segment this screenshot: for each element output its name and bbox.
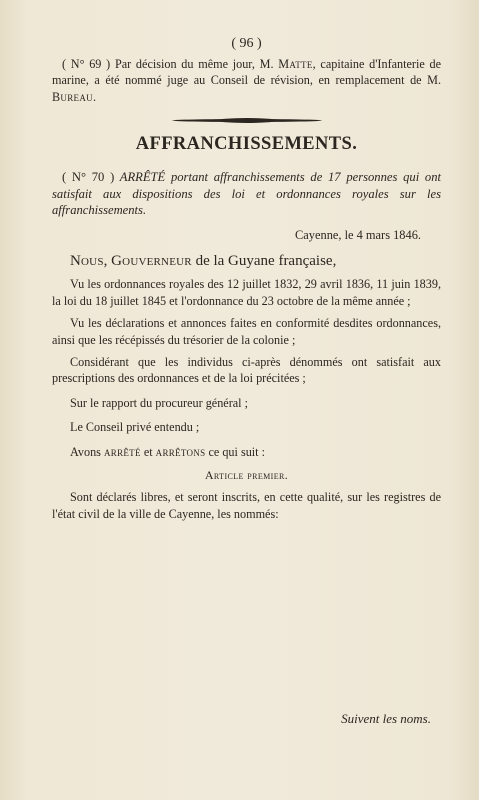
avons-line: [52, 444, 441, 460]
decision-text-middle: , capitaine d'Infanterie de marine, a été nommé juge au Conseil de révision, en remplacement de M.: [52, 57, 442, 88]
considerant-1: Vu les ordonnances royales des 12 juillet 1832, 29 avril 1836, 11 juin 1839, la loi du 18 juillet 1845 et l'ordonnance du 23 octobre de la même année ;: [52, 277, 441, 308]
governor-title: Gouverneur: [111, 253, 192, 270]
decision-name-matte: Matte: [278, 57, 313, 71]
governor-nous: Nous: [70, 253, 104, 270]
considerant-5: Le Conseil privé entendu ;: [70, 420, 200, 435]
arrete-title-paragraph: [52, 169, 441, 218]
avons-arretons: arrêtons: [155, 444, 206, 459]
arrete-ref: ( N° 70 ): [62, 170, 115, 185]
avons-end: ce qui suit :: [205, 444, 265, 459]
governor-line: Nous, Gouverneur de la Guyane française,: [70, 253, 337, 270]
decision-paragraph: [52, 56, 441, 105]
page-content: [52, 36, 441, 522]
decision-text-end: .: [92, 89, 96, 104]
page-number: ( 96 ): [231, 36, 262, 51]
governor-rest: de la Guyane française,: [191, 253, 337, 270]
avons-start: Avons: [70, 444, 104, 459]
decision-text-before: Par décision du même jour, M.: [114, 57, 279, 71]
closing-note: Suivent les noms.: [341, 711, 431, 726]
section-heading: AFFRANCHISSEMENTS.: [135, 134, 358, 155]
considerant-4: Sur le rapport du procureur général ;: [70, 395, 249, 410]
avons-middle: et: [140, 444, 156, 459]
decision-ref: ( N° 69 ): [62, 57, 111, 71]
section-divider: [52, 119, 441, 122]
arrete-title: ARRÊTÉ portant affranchissements de 17 personnes qui ont satisfait aux dispositions des loi et ordonnances royales sur les affranchissements.: [52, 170, 442, 218]
article-heading: Article premier.: [204, 468, 289, 483]
considerant-2: Vu les déclarations et annonces faites en conformité desdites ordonnances, ainsi que les récépissés du trésorier de la colonie ;: [52, 316, 441, 347]
article-text: Sont déclarés libres, et seront inscrits, en cette qualité, sur les registres de l'état civil de la ville de Cayenne, les nommés:: [52, 490, 441, 521]
decision-name-bureau: Bureau: [52, 89, 93, 104]
considerant-3: Considérant que les individus ci-après dénommés ont satisfait aux prescriptions des ordonnances et de la loi précitées ;: [52, 355, 441, 386]
avons-arrete: arrêté: [103, 444, 141, 459]
dateline: Cayenne, le 4 mars 1846.: [295, 228, 421, 243]
